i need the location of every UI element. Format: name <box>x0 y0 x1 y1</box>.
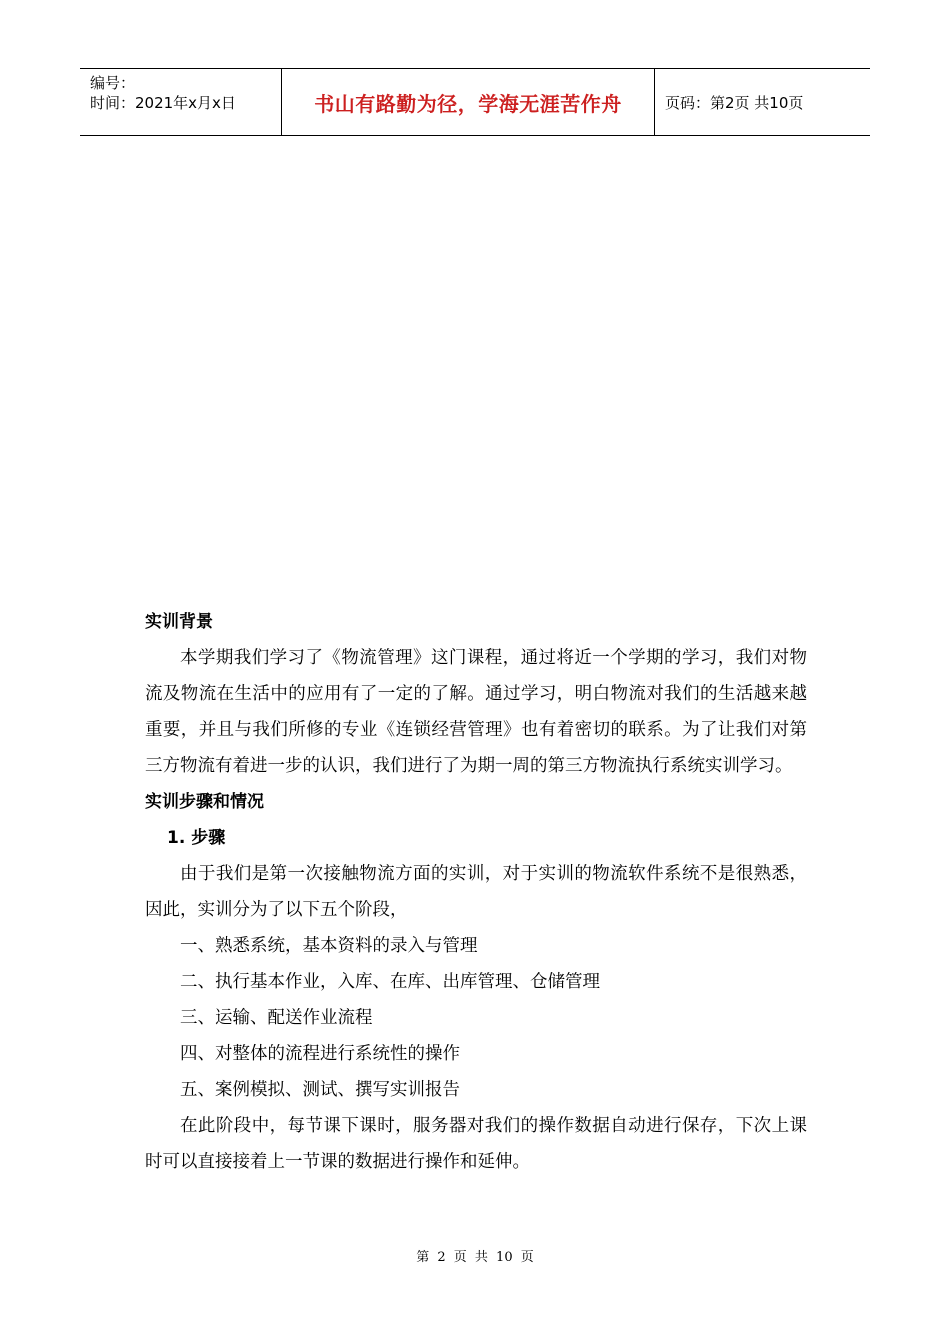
paragraph-save-note: 在此阶段中，每节课下课时，服务器对我们的操作数据自动进行保存，下次上课时可以直接接着上一节课的数据进行操作和延伸。 <box>145 1116 807 1172</box>
stage-item: 二、执行基本作业，入库、在库、出库管理、仓储管理 <box>180 972 600 992</box>
page-footer: 第 2 页 共 10 页 <box>416 1250 534 1265</box>
stage-item: 三、运输、配送作业流程 <box>180 1008 373 1028</box>
document-body <box>145 604 807 1180</box>
section-heading-steps: 实训步骤和情况 <box>145 792 264 812</box>
document-header <box>80 68 870 136</box>
paragraph-steps-intro: 由于我们是第一次接触物流方面的实训，对于实训的物流软件系统不是很熟悉，因此，实训分为了以下五个阶段， <box>145 864 807 920</box>
header-time-label: 时间：2021年x月x日 <box>90 94 236 112</box>
header-number-label: 编号： <box>90 74 136 92</box>
stage-item: 一、熟悉系统，基本资料的录入与管理 <box>180 936 478 956</box>
header-meta <box>80 69 282 135</box>
header-page-info: 页码：第2页 共10页 <box>665 93 804 112</box>
header-motto: 书山有路勤为径，学海无涯苦作舟 <box>282 69 655 135</box>
paragraph-background: 本学期我们学习了《物流管理》这门课程，通过将近一个学期的学习，我们对物流及物流在生活中的应用有了一定的了解。通过学习，明白物流对我们的生活越来越重要，并且与我们所修的专业《连锁经营管理》也有着密切的联系。为了让我们对第三方物流有着进一步的认识，我们进行了为期一周的第三方物流执行系统实训学习。 <box>145 648 807 776</box>
subheading-steps: 1. 步骤 <box>167 828 226 848</box>
stage-item: 五、案例模拟、测试、撰写实训报告 <box>180 1080 460 1100</box>
stage-item: 四、对整体的流程进行系统性的操作 <box>180 1044 460 1064</box>
section-heading-background: 实训背景 <box>145 612 213 632</box>
